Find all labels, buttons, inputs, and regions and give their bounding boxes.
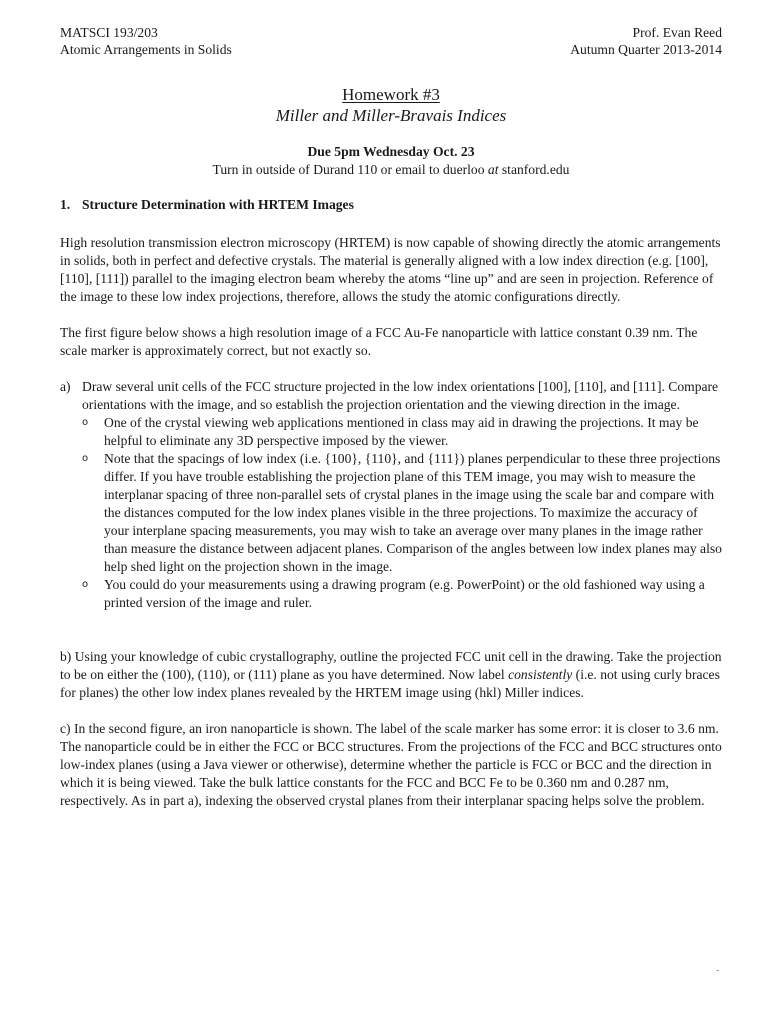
- professor-name: Prof. Evan Reed: [632, 25, 722, 40]
- section-heading: [60, 196, 722, 214]
- due-date: Due 5pm Wednesday Oct. 23: [307, 144, 475, 159]
- section-number: 1.: [60, 197, 71, 212]
- bullet-marker: o: [82, 579, 89, 590]
- term: Autumn Quarter 2013-2014: [570, 42, 722, 57]
- part-a-bullet-list: [60, 414, 722, 612]
- part-a-body: [82, 378, 722, 414]
- list-item: [82, 450, 722, 576]
- course-name: Atomic Arrangements in Solids: [60, 42, 232, 57]
- bullet-text: Note that the spacings of low index (i.e. {100}, {110}, and {111}) planes perpendicular to these three projections differ. If you have trouble establishing the projection plane of this TEM image, you may wish to measure the interplanar spacing of three non-parallel sets of crystal planes in the image using the scale bar and compare with the distances computed for the low index planes visible in the three projections. To maximize the accuracy of your interplane spacing measurements, you may wish to take an average over many planes in the image rather than measure the distance between adjacent planes. Comparison of the angles between low index planes may also help shed light on the projection shown in the image.: [104, 451, 722, 574]
- page-header: [60, 24, 722, 58]
- turnin-prefix: Turn in outside of Durand 110 or email to duerloo: [212, 162, 488, 177]
- figure-paragraph: The first figure below shows a high resolution image of a FCC Au-Fe nanoparticle with lattice constant 0.39 nm. The scale marker is approximately correct, but not exactly so.: [60, 325, 698, 358]
- part-b-emphasis: consistently: [508, 667, 573, 682]
- course-code: MATSCI 193/203: [60, 25, 158, 40]
- homework-subtitle: Miller and Miller-Bravais Indices: [275, 106, 507, 125]
- bullet-text: One of the crystal viewing web applications mentioned in class may aid in drawing the projections. It may be helpful to eliminate any 3D perspective imposed by the viewer.: [104, 415, 699, 448]
- list-item: [82, 414, 722, 450]
- header-right: [570, 24, 722, 58]
- header-left: [60, 24, 232, 58]
- part-b: [60, 648, 722, 702]
- part-a-text: Draw several unit cells of the FCC structure projected in the low index orientations [100], [110], and [111]. Compare orientations with the image, and so establish the projection orientation and the viewing direction in the image.: [82, 379, 719, 412]
- bullet-marker: o: [82, 417, 89, 428]
- part-b-text-2: (i.e. not using curly braces for planes) the other low index planes revealed by the HRTEM image using (hkl) Miller indices.: [60, 667, 720, 700]
- list-item: [82, 576, 722, 612]
- part-c: c) In the second figure, an iron nanoparticle is shown. The label of the scale marker has some error: it is closer to 3.6 nm. The nanoparticle could be in either the FCC or BCC structures. From the projections of the FCC and BCC structures onto low-index planes (using a Java viewer or otherwise), determine whether the particle is FCC or BCC and the direction in which it is being viewed. Take the bulk lattice constants for the FCC and BCC Fe to be 0.360 nm and 0.287 nm, respectively. As in part a), indexing the observed crystal planes from their interplanar spacing helps solve the problem.: [60, 721, 722, 808]
- turnin-suffix: stanford.edu: [498, 162, 570, 177]
- part-a: [60, 378, 722, 414]
- bullet-marker: o: [82, 453, 89, 464]
- section-title: Structure Determination with HRTEM Images: [82, 197, 354, 212]
- part-a-label: a): [60, 379, 71, 394]
- turnin-instructions: [60, 161, 722, 179]
- document-page: [60, 24, 722, 810]
- homework-title: Homework #3: [342, 85, 440, 104]
- turnin-at: at: [487, 162, 499, 177]
- part-b-text-1: b) Using your knowledge of cubic crystallography, outline the projected FCC unit cell in the drawing. Take the projection to be on either the (100), (110), or (111) plane as you have determined. Now label: [60, 649, 722, 682]
- intro-paragraph: High resolution transmission electron microscopy (HRTEM) is now capable of showing directly the atomic arrangements in solids, both in perfect and defective crystals. The material is generally aligned with a low index direction (e.g. [100], [110], [111]) parallel to the imaging electron beam whereby the atoms “line up” and are seen in projection. Reference of the image to these low index projections, therefore, allows the study the atomic configurations directly.: [60, 235, 721, 304]
- stray-mark: -: [716, 965, 720, 976]
- bullet-text: You could do your measurements using a drawing program (e.g. PowerPoint) or the old fashioned way using a printed version of the image and ruler.: [104, 577, 705, 610]
- title-block: [60, 85, 722, 179]
